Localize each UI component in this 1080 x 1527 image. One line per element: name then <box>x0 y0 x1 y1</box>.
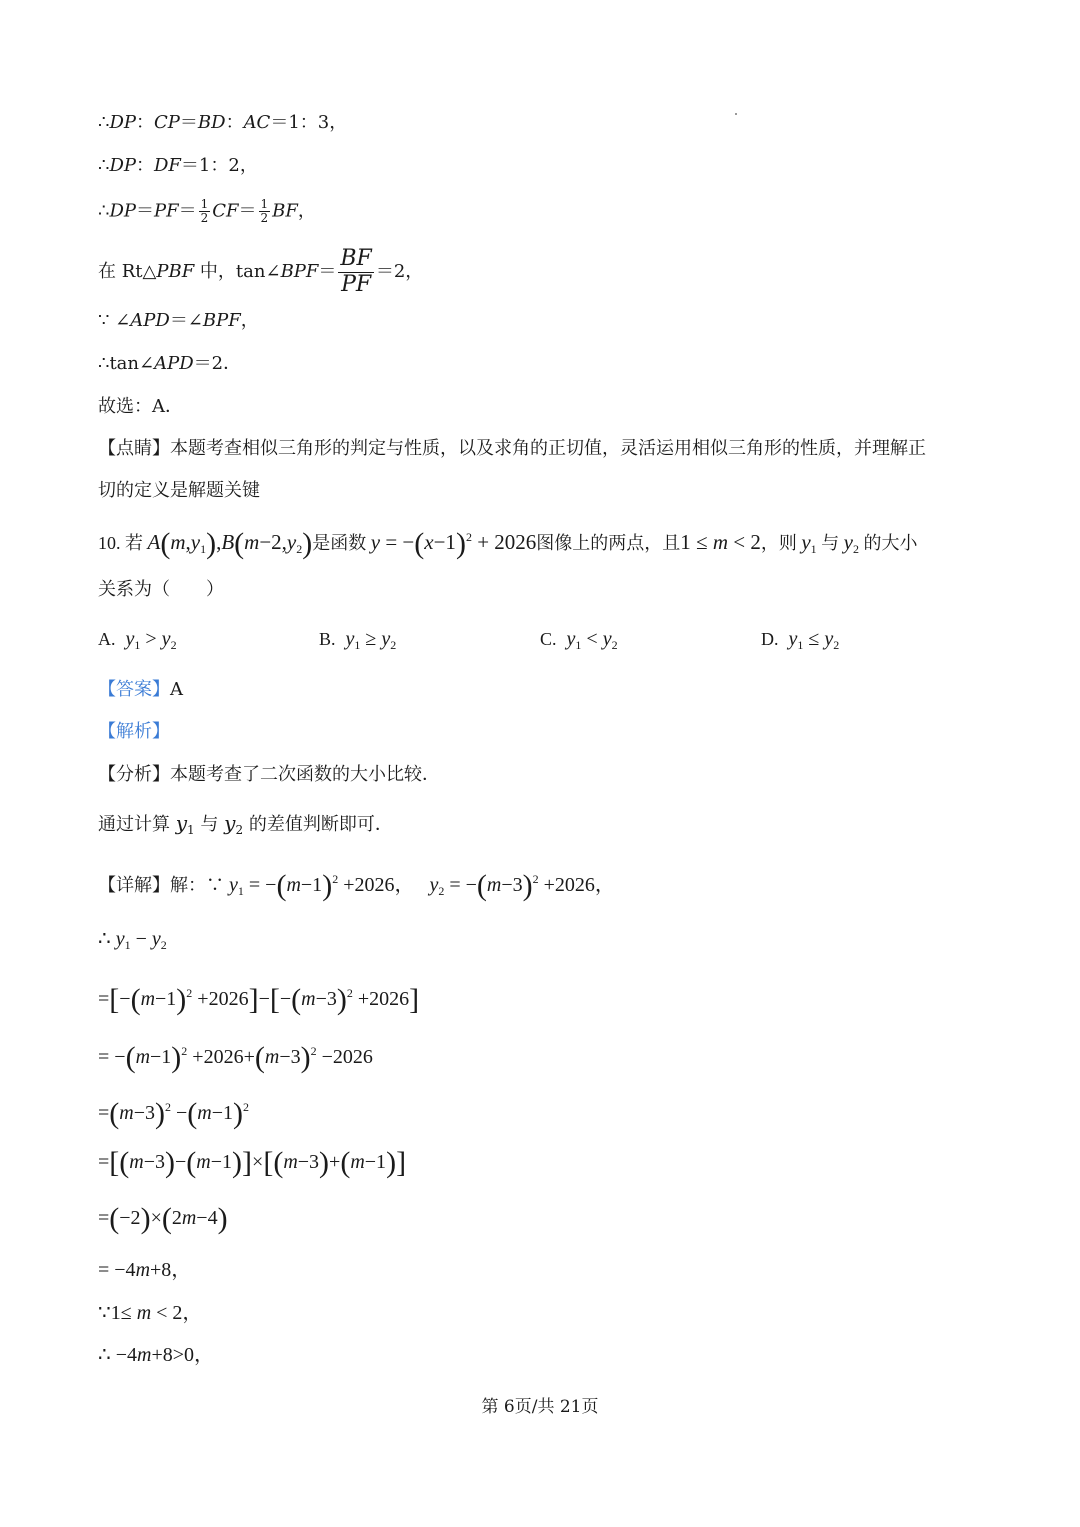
step-3: $=(m-3)^2 -(m-1)^2$ <box>98 1097 250 1130</box>
step-2: = $-(m-1)^2 +2026+(m-3)^2 -2026$ <box>98 1041 373 1074</box>
sol-line-3: ∴DP＝PF＝ $\frac{1}{2}$ CF＝ $\frac{1}{2}$ BF， <box>98 197 316 226</box>
step-8: ∴ −4m+8>0， <box>98 1344 215 1366</box>
option-a[interactable]: A. $y_1 > y_2$ <box>98 628 177 652</box>
step-4: =[(m−3)−(m−1)]×[(m−3)+(m−1)] <box>98 1146 407 1179</box>
detail-line: 【详解】解：∵ $y_1 = -(m-1)^2 +2026$， $y_2 = -(m-3)^2 +2026$， <box>98 869 615 902</box>
question-10-options <box>98 628 998 656</box>
sol-line-4: 在 Rt△PBF 中，tan∠BPF＝ $\frac{BF}{PF}$ ＝2， <box>98 246 424 297</box>
comment-line-1: 【点睛】本题考查相似三角形的判定与性质，以及求角的正切值，灵活运用相似三角形的性质，并理解正 <box>98 438 926 459</box>
answer-tag: 【答案】 <box>98 679 170 700</box>
step-0: ∴ $y_1 - y_2$ <box>98 928 167 952</box>
comment-tag: 【点睛】 <box>98 438 170 459</box>
fraction-bf-pf: $\frac{BF}{PF}$ <box>340 246 372 297</box>
sol-line-6: ∴tan∠APD＝2． <box>98 353 242 374</box>
step-7: ∵1≤ m < 2， <box>98 1302 203 1324</box>
sol-line-5: ∵ ∠APD＝∠BPF， <box>98 310 259 331</box>
option-b[interactable]: B. $y_1 \ge y_2$ <box>319 628 397 652</box>
step-6: = −4m+8， <box>98 1259 192 1281</box>
question-10-stem-2: 关系为（ ） <box>98 579 224 600</box>
option-c[interactable]: C. $y_1 < y_2$ <box>540 628 618 652</box>
option-d[interactable]: D. $y_1 \le y_2$ <box>761 628 840 652</box>
answer-line <box>98 677 183 703</box>
choice-line: 故选：A． <box>98 396 183 417</box>
fenxi-line: 【分析】本题考查了二次函数的大小比较． <box>98 764 440 785</box>
speck <box>735 113 737 115</box>
sol-line-1: ∴DP：CP＝BD：AC＝1：3， <box>98 112 348 133</box>
page-footer: 第 6页/共 21页 <box>481 1397 599 1417</box>
step-1: $=[-(m-1)^2 +2026]-[-(m-3)^2 +2026]$ <box>98 983 420 1016</box>
method-line: 通过计算 $y_1$ 与 $y_2$ 的差值判断即可． <box>98 811 393 837</box>
fraction-half: $\frac{1}{2}$ <box>260 197 269 226</box>
sol-line-2: ∴DP：DF＝1：2， <box>98 155 258 176</box>
answer-value: A <box>170 679 183 700</box>
comment-line-2: 切的定义是解题关键 <box>98 480 260 501</box>
fraction-half: $\frac{1}{2}$ <box>200 197 209 226</box>
step-5: =(−2)×(2m−4) <box>98 1202 228 1235</box>
analysis-tag: 【解析】 <box>98 721 170 742</box>
question-10-stem: 10. 若 $A(m,y_1),B(m-2,y_2)$是函数 $y = -(x-1)^2 + 2026$图像上的两点，且1 ≤ m < 2，则 $y_1$ 与 $y_2$ 的大小 <box>98 527 918 560</box>
